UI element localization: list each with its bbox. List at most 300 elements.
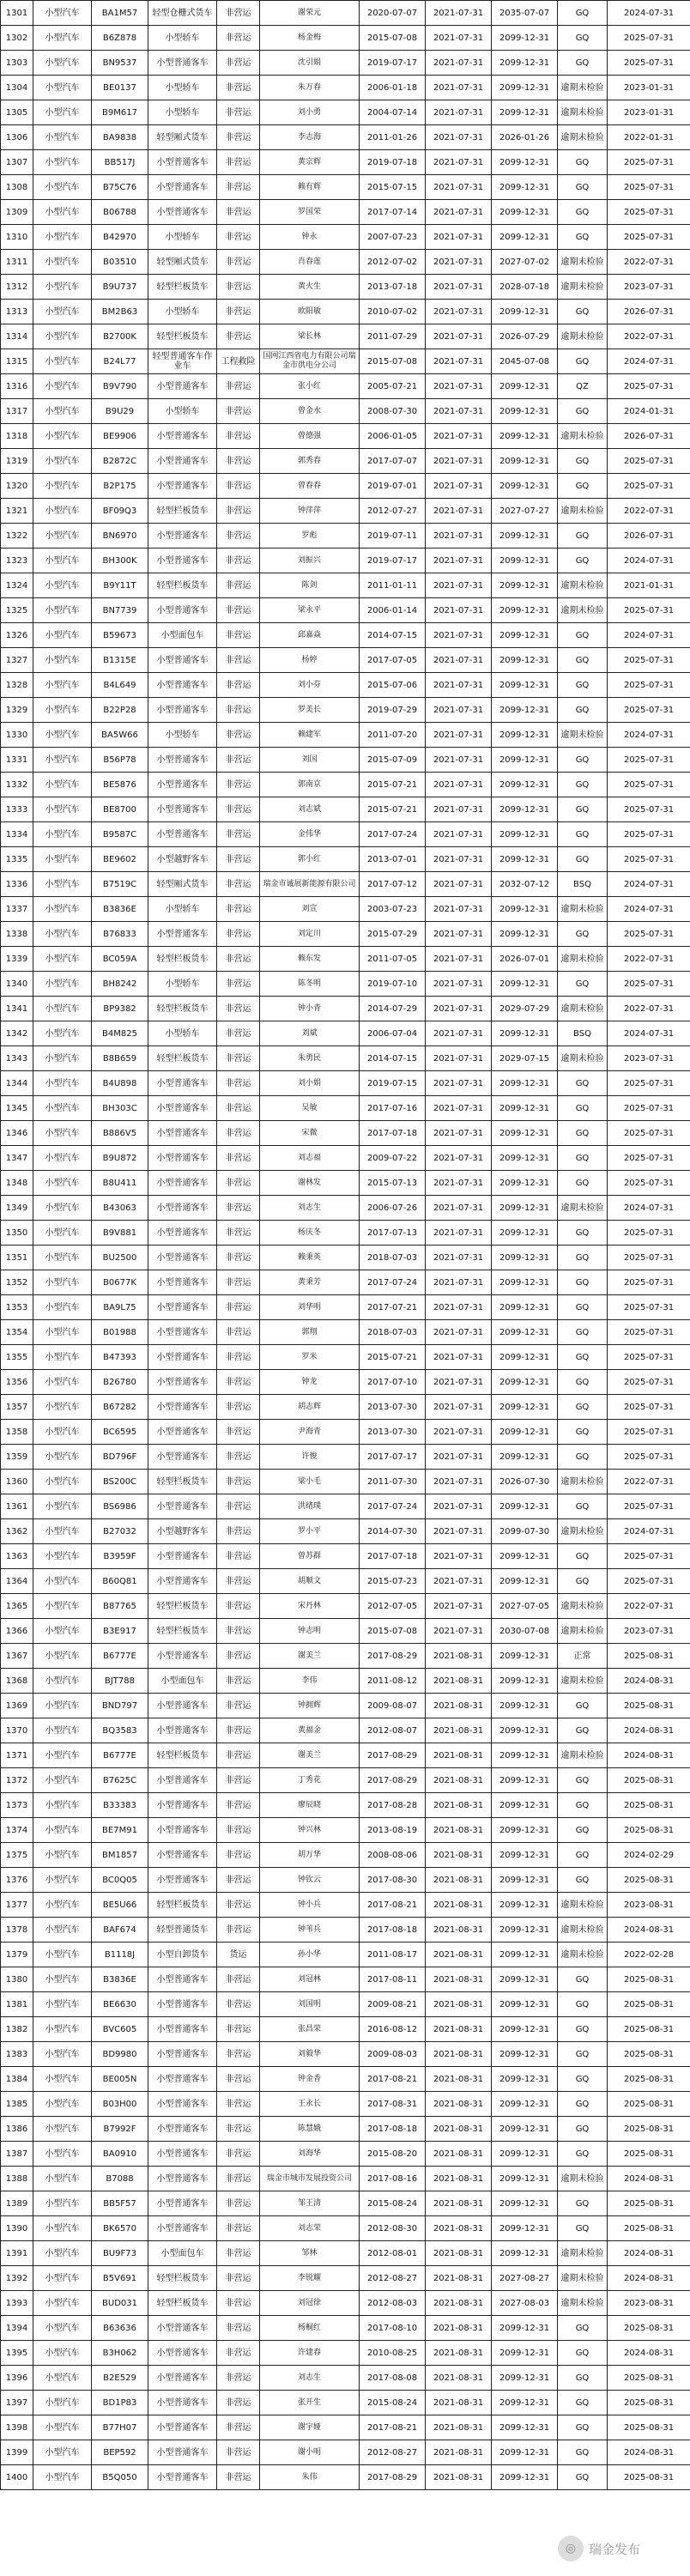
cell-usage-nature: 非营运: [217, 225, 260, 250]
cell-vehicle-category: 小型汽车: [33, 2092, 92, 2117]
cell-status: GQ: [558, 797, 608, 822]
cell-inspect-due-date: 2021-07-31: [426, 1221, 492, 1246]
cell-scrap-date: 2099-12-31: [492, 1146, 558, 1171]
cell-vehicle-type: 小型普通客车: [148, 2341, 217, 2366]
cell-row-number: 1338: [1, 922, 33, 947]
cell-expiry-date: 2026-07-31: [608, 300, 690, 324]
cell-inspect-due-date: 2021-07-31: [426, 1470, 492, 1494]
cell-vehicle-type: 小型普通客车: [148, 1569, 217, 1594]
cell-expiry-date: 2025-08-31: [608, 1818, 690, 1843]
cell-register-date: 2011-07-29: [360, 324, 426, 349]
table-row: [1, 1594, 690, 1619]
cell-vehicle-type: 小型轿车: [148, 100, 217, 125]
cell-status: GQ: [558, 648, 608, 673]
cell-inspect-due-date: 2021-08-31: [426, 2391, 492, 2415]
cell-inspect-due-date: 2021-08-31: [426, 1893, 492, 1918]
cell-scrap-date: 2027-08-27: [492, 2266, 558, 2291]
cell-register-date: 2017-08-21: [360, 2415, 426, 2440]
cell-inspect-due-date: 2021-07-31: [426, 872, 492, 897]
cell-scrap-date: 2099-12-31: [492, 549, 558, 573]
cell-usage-nature: 非营运: [217, 1, 260, 26]
cell-inspect-due-date: 2021-08-31: [426, 2167, 492, 2191]
cell-inspect-due-date: 2021-07-31: [426, 250, 492, 275]
cell-plate-number: BH300K: [92, 549, 148, 573]
cell-plate-number: B4U898: [92, 1071, 148, 1096]
cell-row-number: 1367: [1, 1644, 33, 1669]
cell-expiry-date: 2025-07-31: [608, 1295, 690, 1320]
cell-vehicle-type: 轻型栏板货车: [148, 997, 217, 1021]
cell-vehicle-category: 小型汽车: [33, 1644, 92, 1669]
cell-usage-nature: 非营运: [217, 100, 260, 125]
cell-inspect-due-date: 2021-07-31: [426, 723, 492, 748]
cell-inspect-due-date: 2021-07-31: [426, 573, 492, 598]
cell-vehicle-category: 小型汽车: [33, 1196, 92, 1221]
cell-vehicle-category: 小型汽车: [33, 1768, 92, 1793]
cell-vehicle-type: 小型普通客车: [148, 2117, 217, 2142]
cell-vehicle-type: 小型普通客车: [148, 51, 217, 76]
cell-register-date: 2015-07-08: [360, 349, 426, 374]
cell-row-number: 1307: [1, 150, 33, 175]
cell-owner-name: 梁小毛: [260, 1470, 360, 1494]
table-row: [1, 524, 690, 549]
cell-inspect-due-date: 2021-07-31: [426, 698, 492, 723]
cell-usage-nature: 非营运: [217, 1843, 260, 1868]
cell-expiry-date: 2025-07-31: [608, 1569, 690, 1594]
cell-plate-number: B27032: [92, 1519, 148, 1544]
cell-vehicle-category: 小型汽车: [33, 1121, 92, 1146]
cell-scrap-date: 2099-12-31: [492, 424, 558, 449]
cell-scrap-date: 2099-12-31: [492, 797, 558, 822]
cell-owner-name: 朱勇民: [260, 1046, 360, 1071]
cell-expiry-date: 2023-01-31: [608, 76, 690, 100]
cell-plate-number: BA1M57: [92, 1, 148, 26]
cell-vehicle-type: 小型轿车: [148, 897, 217, 922]
cell-usage-nature: 非营运: [217, 125, 260, 150]
cell-inspect-due-date: 2021-08-31: [426, 2142, 492, 2167]
cell-row-number: 1324: [1, 573, 33, 598]
cell-register-date: 2011-07-30: [360, 1470, 426, 1494]
cell-inspect-due-date: 2021-08-31: [426, 2366, 492, 2391]
cell-owner-name: 刘华明: [260, 1295, 360, 1320]
cell-scrap-date: 2099-12-31: [492, 2216, 558, 2241]
cell-status: GQ: [558, 2067, 608, 2092]
table-row: [1, 424, 690, 449]
table-row: [1, 748, 690, 773]
cell-row-number: 1377: [1, 1893, 33, 1918]
cell-expiry-date: 2025-07-31: [608, 1544, 690, 1569]
table-row: [1, 250, 690, 275]
cell-register-date: 2017-07-07: [360, 449, 426, 474]
cell-plate-number: BAF674: [92, 1918, 148, 1943]
cell-status: GQ: [558, 1420, 608, 1445]
cell-expiry-date: 2025-07-31: [608, 598, 690, 623]
cell-expiry-date: 2025-08-31: [608, 2366, 690, 2391]
cell-vehicle-type: 小型普通客车: [148, 1071, 217, 1096]
cell-vehicle-category: 小型汽车: [33, 2117, 92, 2142]
cell-status: GQ: [558, 524, 608, 549]
cell-vehicle-category: 小型汽车: [33, 2266, 92, 2291]
cell-owner-name: 刘冠林: [260, 1967, 360, 1992]
cell-owner-name: 胡志辉: [260, 1395, 360, 1420]
cell-usage-nature: 非营运: [217, 1221, 260, 1246]
cell-vehicle-type: 小型普通客车: [148, 1818, 217, 1843]
table-row: [1, 1071, 690, 1096]
cell-scrap-date: 2099-12-31: [492, 1071, 558, 1096]
cell-plate-number: BS6986: [92, 1494, 148, 1519]
cell-owner-name: 孙小华: [260, 1943, 360, 1967]
table-row: [1, 474, 690, 499]
cell-expiry-date: 2025-07-31: [608, 1445, 690, 1470]
cell-usage-nature: 非营运: [217, 2465, 260, 2490]
cell-plate-number: BD796F: [92, 1445, 148, 1470]
cell-owner-name: 国网江西省电力有限公司瑞金市供电分公司: [260, 349, 360, 374]
cell-row-number: 1366: [1, 1619, 33, 1644]
cell-scrap-date: 2099-12-31: [492, 175, 558, 200]
cell-register-date: 2008-08-06: [360, 1843, 426, 1868]
table-row: [1, 2167, 690, 2191]
table-row: [1, 225, 690, 250]
cell-vehicle-type: 轻型栏板货车: [148, 947, 217, 972]
cell-inspect-due-date: 2021-07-31: [426, 673, 492, 698]
cell-usage-nature: 非营运: [217, 1370, 260, 1395]
cell-plate-number: BB5F57: [92, 2191, 148, 2216]
cell-row-number: 1345: [1, 1096, 33, 1121]
cell-inspect-due-date: 2021-08-31: [426, 2241, 492, 2266]
cell-vehicle-category: 小型汽车: [33, 399, 92, 424]
cell-inspect-due-date: 2021-07-31: [426, 1619, 492, 1644]
table-row: [1, 1519, 690, 1544]
cell-row-number: 1354: [1, 1320, 33, 1345]
cell-vehicle-type: 小型轿车: [148, 26, 217, 51]
cell-scrap-date: 2099-12-31: [492, 1096, 558, 1121]
cell-inspect-due-date: 2021-07-31: [426, 1071, 492, 1096]
cell-inspect-due-date: 2021-07-31: [426, 1171, 492, 1196]
cell-plate-number: BUD031: [92, 2291, 148, 2316]
cell-vehicle-type: 小型轿车: [148, 300, 217, 324]
cell-plate-number: BB517J: [92, 150, 148, 175]
cell-plate-number: BK6570: [92, 2216, 148, 2241]
cell-vehicle-category: 小型汽车: [33, 250, 92, 275]
table-row: [1, 1619, 690, 1644]
cell-scrap-date: 2099-12-31: [492, 1370, 558, 1395]
cell-status: GQ: [558, 2316, 608, 2341]
cell-plate-number: BA0910: [92, 2142, 148, 2167]
cell-register-date: 2017-07-10: [360, 1370, 426, 1395]
table-row: [1, 1270, 690, 1295]
cell-vehicle-type: 小型普通客车: [148, 1370, 217, 1395]
cell-owner-name: 刘国明: [260, 1992, 360, 2017]
cell-status: GQ: [558, 1992, 608, 2017]
cell-scrap-date: 2099-12-31: [492, 399, 558, 424]
table-row: [1, 2366, 690, 2391]
cell-row-number: 1302: [1, 26, 33, 51]
cell-row-number: 1373: [1, 1793, 33, 1818]
table-row: [1, 2316, 690, 2341]
cell-vehicle-type: 小型普通客车: [148, 1246, 217, 1270]
cell-register-date: 2019-07-17: [360, 549, 426, 573]
cell-usage-nature: 非营运: [217, 1644, 260, 1669]
cell-expiry-date: 2023-08-31: [608, 2291, 690, 2316]
cell-vehicle-type: 轻型栏板货车: [148, 499, 217, 524]
cell-plate-number: B9V881: [92, 1221, 148, 1246]
cell-register-date: 2017-07-05: [360, 648, 426, 673]
cell-inspect-due-date: 2021-07-31: [426, 1121, 492, 1146]
cell-plate-number: BE9906: [92, 424, 148, 449]
table-row: [1, 1544, 690, 1569]
cell-plate-number: BS200C: [92, 1470, 148, 1494]
cell-usage-nature: 非营运: [217, 1544, 260, 1569]
cell-status: 逾期未检验: [558, 125, 608, 150]
cell-status: 逾期未检验: [558, 1943, 608, 1967]
cell-scrap-date: 2099-12-31: [492, 2167, 558, 2191]
cell-usage-nature: 非营运: [217, 76, 260, 100]
cell-status: GQ: [558, 1121, 608, 1146]
cell-expiry-date: 2025-07-31: [608, 225, 690, 250]
cell-inspect-due-date: 2021-07-31: [426, 51, 492, 76]
cell-scrap-date: 2027-08-03: [492, 2291, 558, 2316]
cell-vehicle-type: 小型普通客车: [148, 1395, 217, 1420]
cell-status: GQ: [558, 2142, 608, 2167]
cell-owner-name: 梁长林: [260, 324, 360, 349]
cell-register-date: 2011-01-11: [360, 573, 426, 598]
cell-register-date: 2020-07-07: [360, 1, 426, 26]
cell-expiry-date: 2025-07-31: [608, 648, 690, 673]
cell-row-number: 1316: [1, 374, 33, 399]
cell-expiry-date: 2022-07-31: [608, 997, 690, 1021]
cell-inspect-due-date: 2021-07-31: [426, 300, 492, 324]
cell-status: 逾期未检验: [558, 1619, 608, 1644]
cell-vehicle-category: 小型汽车: [33, 2465, 92, 2490]
cell-register-date: 2017-08-21: [360, 2067, 426, 2092]
cell-register-date: 2017-08-16: [360, 2167, 426, 2191]
cell-vehicle-type: 轻型普通货车: [148, 1918, 217, 1943]
cell-row-number: 1362: [1, 1519, 33, 1544]
cell-usage-nature: 非营运: [217, 1046, 260, 1071]
cell-owner-name: 黄宗辉: [260, 150, 360, 175]
cell-plate-number: B2872C: [92, 449, 148, 474]
cell-row-number: 1308: [1, 175, 33, 200]
cell-usage-nature: 非营运: [217, 997, 260, 1021]
cell-status: GQ: [558, 773, 608, 797]
cell-usage-nature: 非营运: [217, 748, 260, 773]
cell-plate-number: B0677K: [92, 1270, 148, 1295]
cell-vehicle-type: 轻型栏板货车: [148, 2266, 217, 2291]
cell-plate-number: B33383: [92, 1793, 148, 1818]
cell-vehicle-type: 小型面包车: [148, 1669, 217, 1694]
cell-inspect-due-date: 2021-07-31: [426, 1494, 492, 1519]
cell-expiry-date: 2025-07-31: [608, 1171, 690, 1196]
cell-register-date: 2006-01-14: [360, 598, 426, 623]
cell-scrap-date: 2099-12-31: [492, 300, 558, 324]
cell-expiry-date: 2025-07-31: [608, 26, 690, 51]
cell-vehicle-type: 小型普通客车: [148, 1992, 217, 2017]
cell-usage-nature: 非营运: [217, 1196, 260, 1221]
cell-vehicle-type: 小型普通客车: [148, 424, 217, 449]
cell-scrap-date: 2099-12-31: [492, 2117, 558, 2142]
cell-vehicle-type: 小型普通客车: [148, 1221, 217, 1246]
cell-expiry-date: 2023-08-31: [608, 1893, 690, 1918]
cell-inspect-due-date: 2021-07-31: [426, 399, 492, 424]
cell-register-date: 2009-07-22: [360, 1146, 426, 1171]
cell-plate-number: B87765: [92, 1594, 148, 1619]
cell-plate-number: BE6630: [92, 1992, 148, 2017]
cell-register-date: 2006-01-05: [360, 424, 426, 449]
cell-inspect-due-date: 2021-07-31: [426, 499, 492, 524]
cell-owner-name: 罗彪: [260, 524, 360, 549]
cell-vehicle-type: 小型普通客车: [148, 1768, 217, 1793]
cell-status: 逾期未检验: [558, 100, 608, 125]
cell-expiry-date: 2023-07-31: [608, 1619, 690, 1644]
table-row: [1, 1992, 690, 2017]
cell-usage-nature: 非营运: [217, 200, 260, 225]
cell-vehicle-category: 小型汽车: [33, 2415, 92, 2440]
cell-vehicle-type: 小型越野客车: [148, 1519, 217, 1544]
cell-vehicle-type: 小型普通客车: [148, 175, 217, 200]
cell-plate-number: B7519C: [92, 872, 148, 897]
cell-vehicle-category: 小型汽车: [33, 2440, 92, 2465]
cell-usage-nature: 非营运: [217, 1818, 260, 1843]
cell-vehicle-category: 小型汽车: [33, 2167, 92, 2191]
cell-status: GQ: [558, 474, 608, 499]
cell-owner-name: 曾德强: [260, 424, 360, 449]
cell-inspect-due-date: 2021-07-31: [426, 997, 492, 1021]
cell-scrap-date: 2099-12-31: [492, 1221, 558, 1246]
cell-row-number: 1398: [1, 2415, 33, 2440]
cell-status: GQ: [558, 349, 608, 374]
cell-vehicle-type: 轻型栏板货车: [148, 324, 217, 349]
table-row: [1, 499, 690, 524]
cell-vehicle-type: 小型普通客车: [148, 1196, 217, 1221]
cell-row-number: 1342: [1, 1021, 33, 1046]
cell-vehicle-category: 小型汽车: [33, 2241, 92, 2266]
cell-vehicle-category: 小型汽车: [33, 673, 92, 698]
cell-status: 逾期未检验: [558, 573, 608, 598]
cell-inspect-due-date: 2021-08-31: [426, 2440, 492, 2465]
cell-register-date: 2017-07-18: [360, 1544, 426, 1569]
cell-plate-number: B06788: [92, 200, 148, 225]
cell-owner-name: 钟钦云: [260, 1868, 360, 1893]
cell-status: 逾期未检验: [558, 2241, 608, 2266]
cell-vehicle-type: 小型自卸货车: [148, 1943, 217, 1967]
cell-row-number: 1335: [1, 847, 33, 872]
cell-status: 逾期未检验: [558, 2291, 608, 2316]
cell-inspect-due-date: 2021-08-31: [426, 2291, 492, 2316]
cell-register-date: 2006-07-04: [360, 1021, 426, 1046]
cell-vehicle-category: 小型汽车: [33, 773, 92, 797]
cell-vehicle-type: 小型普通客车: [148, 2142, 217, 2167]
cell-vehicle-category: 小型汽车: [33, 872, 92, 897]
cell-inspect-due-date: 2021-07-31: [426, 1345, 492, 1370]
cell-status: GQ: [558, 1494, 608, 1519]
cell-status: GQ: [558, 2415, 608, 2440]
cell-scrap-date: 2099-12-31: [492, 847, 558, 872]
cell-inspect-due-date: 2021-07-31: [426, 648, 492, 673]
cell-status: 正常: [558, 1644, 608, 1669]
cell-plate-number: BN7739: [92, 598, 148, 623]
table-row: [1, 2042, 690, 2067]
table-row: [1, 797, 690, 822]
cell-register-date: 2019-07-29: [360, 698, 426, 723]
cell-vehicle-type: 小型普通客车: [148, 1793, 217, 1818]
cell-inspect-due-date: 2021-07-31: [426, 424, 492, 449]
cell-usage-nature: 非营运: [217, 424, 260, 449]
cell-row-number: 1321: [1, 499, 33, 524]
cell-expiry-date: 2021-01-31: [608, 573, 690, 598]
table-row: [1, 897, 690, 922]
cell-inspect-due-date: 2021-07-31: [426, 1196, 492, 1221]
cell-register-date: 2017-07-18: [360, 1121, 426, 1146]
cell-plate-number: BM1857: [92, 1843, 148, 1868]
table-row: [1, 1718, 690, 1743]
cell-register-date: 2019-07-11: [360, 524, 426, 549]
cell-row-number: 1346: [1, 1121, 33, 1146]
cell-status: GQ: [558, 2191, 608, 2216]
cell-vehicle-type: 小型普通客车: [148, 524, 217, 549]
cell-usage-nature: 非营运: [217, 698, 260, 723]
cell-register-date: 2017-08-29: [360, 1768, 426, 1793]
cell-vehicle-type: 小型普通客车: [148, 773, 217, 797]
cell-scrap-date: 2099-12-31: [492, 748, 558, 773]
cell-vehicle-type: 小型轿车: [148, 76, 217, 100]
cell-owner-name: 黄福金: [260, 1718, 360, 1743]
cell-status: GQ: [558, 200, 608, 225]
cell-expiry-date: 2023-07-31: [608, 275, 690, 300]
cell-owner-name: 刘志生: [260, 1196, 360, 1221]
cell-scrap-date: 2099-12-31: [492, 2017, 558, 2042]
cell-usage-nature: 非营运: [217, 1743, 260, 1768]
cell-inspect-due-date: 2021-07-31: [426, 1021, 492, 1046]
cell-vehicle-category: 小型汽车: [33, 897, 92, 922]
cell-inspect-due-date: 2021-08-31: [426, 2465, 492, 2490]
cell-vehicle-category: 小型汽车: [33, 1544, 92, 1569]
cell-usage-nature: 非营运: [217, 2391, 260, 2415]
cell-usage-nature: 非营运: [217, 1021, 260, 1046]
cell-vehicle-type: 小型普通客车: [148, 2440, 217, 2465]
cell-register-date: 2012-08-01: [360, 2241, 426, 2266]
cell-inspect-due-date: 2021-07-31: [426, 947, 492, 972]
cell-scrap-date: 2027-07-05: [492, 1594, 558, 1619]
cell-register-date: 2015-08-24: [360, 2391, 426, 2415]
cell-owner-name: 杨婷: [260, 648, 360, 673]
cell-vehicle-category: 小型汽车: [33, 100, 92, 125]
cell-usage-nature: 非营运: [217, 847, 260, 872]
cell-scrap-date: 2099-12-31: [492, 1196, 558, 1221]
cell-expiry-date: 2024-08-31: [608, 1669, 690, 1694]
cell-expiry-date: 2025-07-31: [608, 972, 690, 997]
cell-vehicle-category: 小型汽车: [33, 1221, 92, 1246]
cell-vehicle-category: 小型汽车: [33, 225, 92, 250]
cell-owner-name: 丁秀花: [260, 1768, 360, 1793]
table-row: [1, 1893, 690, 1918]
cell-status: GQ: [558, 2341, 608, 2366]
cell-usage-nature: 非营运: [217, 1793, 260, 1818]
cell-vehicle-type: 小型普通客车: [148, 1694, 217, 1718]
cell-scrap-date: 2099-12-31: [492, 100, 558, 125]
table-row: [1, 2341, 690, 2366]
cell-expiry-date: 2025-07-31: [608, 698, 690, 723]
cell-usage-nature: 非营运: [217, 2167, 260, 2191]
cell-expiry-date: 2024-07-31: [608, 1196, 690, 1221]
cell-vehicle-category: 小型汽车: [33, 374, 92, 399]
table-row: [1, 1221, 690, 1246]
cell-row-number: 1318: [1, 424, 33, 449]
cell-owner-name: 曾金水: [260, 399, 360, 424]
table-row: [1, 1868, 690, 1893]
cell-inspect-due-date: 2021-07-31: [426, 1420, 492, 1445]
cell-row-number: 1322: [1, 524, 33, 549]
cell-row-number: 1315: [1, 349, 33, 374]
cell-inspect-due-date: 2021-08-31: [426, 1669, 492, 1694]
